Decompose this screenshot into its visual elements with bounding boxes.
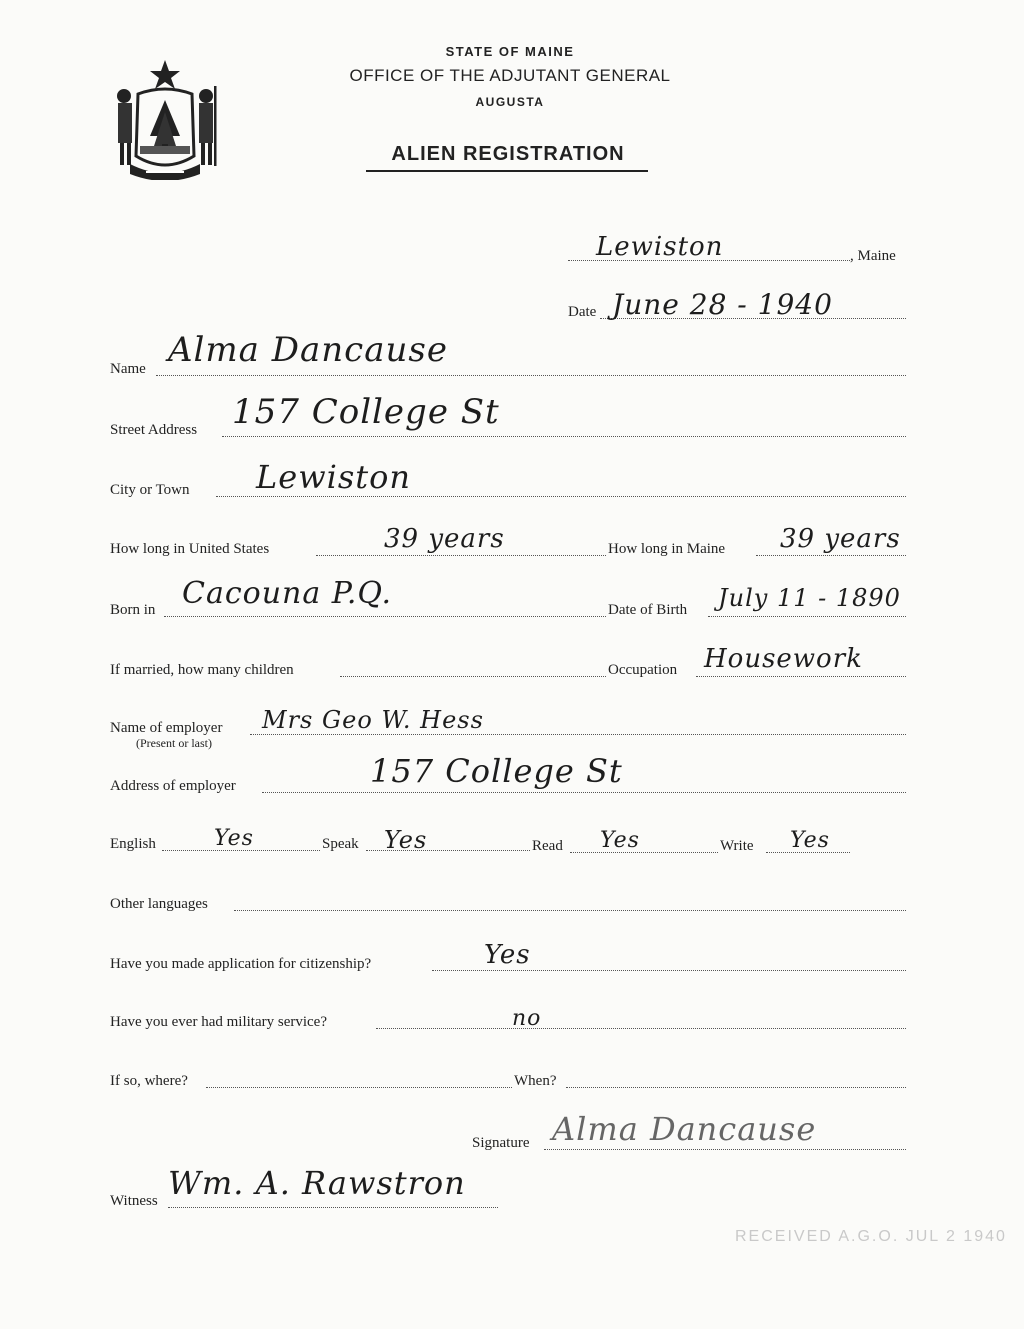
street-line	[222, 436, 906, 437]
witness-entry: Wm. A. Rawstron	[168, 1164, 466, 1202]
street-entry: 157 College St	[232, 392, 500, 432]
read-entry: Yes	[600, 828, 640, 853]
other-languages-label: Other languages	[110, 896, 208, 912]
military-label: Have you ever had military service?	[110, 1014, 327, 1030]
when-label: When?	[514, 1073, 557, 1089]
place-entry: Lewiston	[596, 232, 724, 262]
born-in-label: Born in	[110, 602, 156, 618]
form-title: ALIEN REGISTRATION	[391, 143, 625, 165]
read-line	[570, 852, 718, 853]
citizenship-line	[432, 970, 906, 971]
where-label: If so, where?	[110, 1073, 188, 1089]
city-town-entry: Lewiston	[256, 458, 411, 496]
witness-label: Witness	[110, 1193, 158, 1209]
military-line	[376, 1028, 906, 1029]
signature-label: Signature	[472, 1135, 530, 1151]
date-entry: June 28 - 1940	[612, 288, 833, 321]
signature-line	[544, 1149, 906, 1150]
occupation-line	[696, 676, 906, 677]
city-heading: AUGUSTA	[475, 95, 545, 109]
employer-address-line	[262, 792, 906, 793]
born-in-line	[164, 616, 606, 617]
street-label: Street Address	[110, 422, 198, 438]
when-line	[566, 1087, 906, 1088]
state-heading: STATE OF MAINE	[445, 44, 575, 59]
speak-entry: Yes	[384, 826, 428, 854]
date-label: Date	[568, 304, 597, 320]
write-label: Write	[720, 838, 754, 854]
military-entry: no	[512, 1006, 542, 1031]
born-in-entry: Cacouna P.Q.	[182, 576, 393, 611]
date-of-birth-label: Date of Birth	[608, 602, 688, 618]
employer-address-entry: 157 College St	[370, 752, 623, 790]
name-line	[156, 375, 906, 376]
occupation-label: Occupation	[608, 662, 678, 678]
signature-entry: Alma Dancause	[552, 1110, 817, 1148]
speak-label: Speak	[322, 836, 359, 852]
children-line	[340, 676, 606, 677]
citizenship-label: Have you made application for citizenship?	[110, 956, 372, 972]
employer-name-line	[250, 734, 906, 735]
date-of-birth-line	[708, 616, 906, 617]
how-long-maine-line	[756, 555, 906, 556]
english-label: English	[110, 836, 156, 852]
occupation-entry: Housework	[704, 644, 863, 674]
employer-name-label: Name of employer	[110, 720, 223, 736]
office-heading: OFFICE OF THE ADJUTANT GENERAL	[349, 66, 671, 85]
how-long-maine-entry: 39 years	[780, 524, 901, 554]
employer-name-entry: Mrs Geo W. Hess	[262, 706, 484, 734]
received-stamp: RECEIVED A.G.O. JUL 2 1940	[735, 1228, 1007, 1245]
witness-line	[168, 1207, 498, 1208]
how-long-us-entry: 39 years	[384, 524, 505, 554]
where-line	[206, 1087, 512, 1088]
employer-name-sublabel: (Present or last)	[136, 736, 212, 750]
name-label: Name	[110, 361, 146, 377]
how-long-maine-label: How long in Maine	[608, 541, 726, 557]
read-label: Read	[532, 838, 563, 854]
how-long-us-label: How long in United States	[110, 541, 270, 557]
name-entry: Alma Dancause	[168, 330, 448, 370]
citizenship-entry: Yes	[484, 940, 531, 970]
other-languages-line	[234, 910, 906, 911]
title-underline	[366, 170, 648, 172]
how-long-us-line	[316, 555, 606, 556]
maine-label: , Maine	[850, 248, 896, 264]
children-label: If married, how many children	[110, 662, 294, 678]
date-of-birth-entry: July 11 - 1890	[718, 584, 901, 612]
english-entry: Yes	[214, 826, 254, 851]
city-town-line	[216, 496, 906, 497]
city-town-label: City or Town	[110, 482, 190, 498]
employer-address-label: Address of employer	[110, 778, 236, 794]
write-entry: Yes	[790, 828, 830, 853]
